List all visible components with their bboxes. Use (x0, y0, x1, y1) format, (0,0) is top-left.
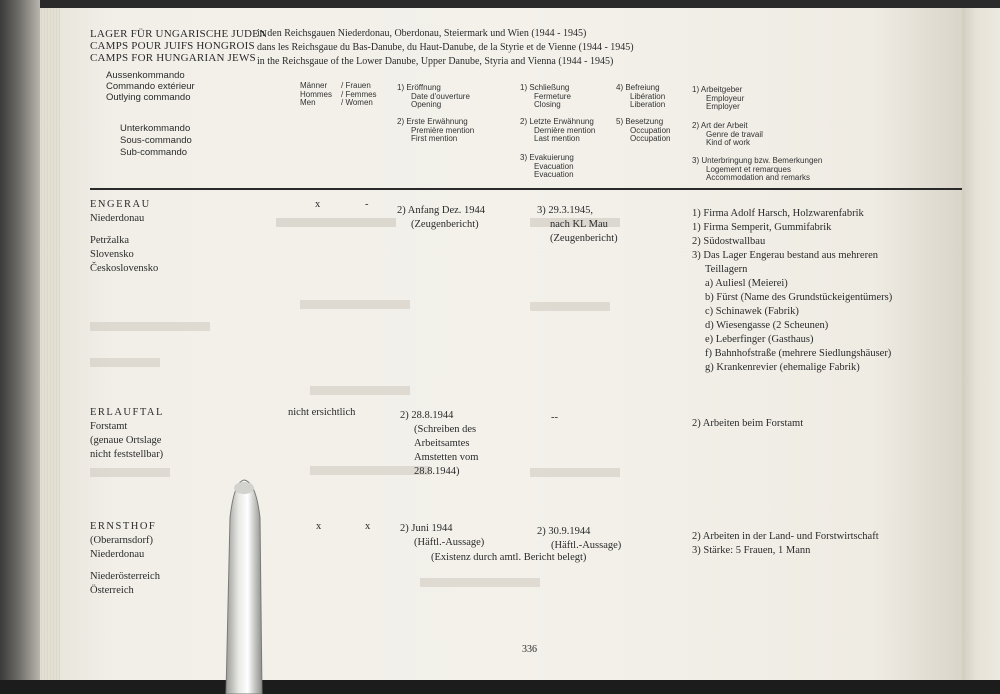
region-de: in den Reichsgauen Niederdonau, Oberdonau, Steiermark und Wien (1944 - 1945) (257, 28, 587, 39)
region-fr: dans les Reichsgaue du Bas-Danube, du Haut-Danube, de la Styrie et de Vienne (1944 - 1945) (257, 42, 634, 53)
legend-men: Männer Hommes Men (300, 81, 333, 107)
title-fr: CAMPS POUR JUIFS HONGROIS (90, 40, 255, 52)
erlauftal-work: 2) Arbeiten beim Forstamt (692, 418, 804, 429)
show-through-mark (530, 468, 620, 477)
entry-erlauftal-location: ERLAUFTAL Forstamt (genaue Ortslage nicht feststellbar) (90, 407, 164, 460)
entry-engerau-location: ENGERAU Niederdonau Petržalka Slovensko Československo (90, 199, 159, 274)
legend-liberation: 4) Befreiung Libération Liberation (616, 83, 666, 109)
ernsthof-opening-note: (Existenz durch amtl. Bericht belegt) (431, 552, 587, 563)
engerau-women: - (365, 199, 369, 210)
legend-first-mention: 2) Erste Erwähnung Première mention First mention (397, 117, 475, 143)
ernsthof-women: x (365, 521, 371, 532)
engerau-work: 1) Firma Adolf Harsch, Holzwarenfabrik 1) Firma Semperit, Gummifabrik 2) Südostwallbau 3) Das Lager Engerau bestand aus mehreren Teillagern a) Auliesl (Meierei) b) Fürst (Name des Grundstückeigentümers) c) Schinawek (Fabrik) d) Wiesengasse (2 Scheunen) e) Leberfinger (Gasthaus) f) Bahnhofstraße (mehrere Siedlungshäuser) g) Krankenrevier (ehemalige Fabrik) (692, 208, 893, 373)
entry-name: ERNSTHOF (90, 521, 157, 532)
title-en: CAMPS FOR HUNGARIAN JEWS (90, 52, 256, 64)
legend-closing: 1) Schließung Fermeture Closing (520, 83, 571, 109)
show-through-mark (310, 386, 410, 395)
title-de: LAGER FÜR UNGARISCHE JUDEN (90, 28, 268, 40)
show-through-mark (90, 322, 210, 331)
legend-opening: 1) Eröffnung Date d'ouverture Opening (397, 83, 470, 109)
book-page (60, 8, 962, 680)
title-block (90, 28, 267, 64)
book-spine (0, 0, 40, 694)
show-through-mark (276, 218, 396, 227)
erlauftal-closing: -- (551, 412, 558, 423)
legend-evacuation: 3) Evakuierung Evacuation Evacuation (520, 153, 574, 179)
facing-page-edge (960, 8, 1000, 680)
entry-name: ERLAUFTAL (90, 407, 164, 418)
ernsthof-work: 2) Arbeiten in der Land- und Forstwirtschaft 3) Stärke: 5 Frauen, 1 Mann (692, 531, 879, 556)
erlauftal-men-women: nicht ersichtlich (288, 407, 356, 418)
legend-occupation: 5) Besetzung Occupation Occupation (616, 117, 671, 143)
legend-kind-of-work: 2) Art der Arbeit Genre de travail Kind of work (692, 121, 763, 147)
entry-name: ENGERAU (90, 199, 151, 210)
erlauftal-opening: 2) 28.8.1944 (Schreiben des Arbeitsamtes Amstetten vom 28.8.1944) (400, 410, 479, 477)
legend-accommodation: 3) Unterbringung bzw. Bemerkungen Logement et remarques Accommodation and remarks (692, 156, 823, 182)
engerau-men: x (315, 199, 321, 210)
legend-aussenkommando: Aussenkommando Commando extérieur Outlying commando (106, 70, 195, 103)
ernsthof-closing: 2) 30.9.1944 (Häftl.-Aussage) (537, 526, 622, 551)
legend-women: / Frauen / Femmes / Women (341, 81, 377, 107)
ernsthof-opening: 2) Juni 1944 (Häftl.-Aussage) (400, 523, 485, 548)
header-rule (90, 188, 962, 190)
region-en: in the Reichsgaue of the Lower Danube, Upper Danube, Styria and Vienna (1944 - 1945) (257, 56, 614, 67)
legend-unterkommando: Unterkommando Sous-commando Sub-commando (120, 123, 192, 158)
ernsthof-men: x (316, 521, 322, 532)
show-through-mark (300, 300, 410, 309)
pen-object (220, 478, 266, 694)
show-through-mark (420, 578, 540, 587)
region-block (257, 27, 634, 69)
page-edges (40, 8, 62, 680)
background-shadow (0, 680, 1000, 694)
engerau-closing: 3) 29.3.1945, nach KL Mau (Zeugenbericht) (537, 205, 618, 244)
show-through-mark (530, 302, 610, 311)
page-number: 336 (522, 644, 537, 655)
legend-employer: 1) Arbeitgeber Employeur Employer (692, 85, 745, 111)
show-through-mark (90, 358, 160, 367)
engerau-opening: 2) Anfang Dez. 1944 (Zeugenbericht) (397, 205, 486, 230)
legend-last-mention: 2) Letzte Erwähnung Dernière mention Last mention (520, 117, 596, 143)
entry-ernsthof-location: ERNSTHOF (Oberarnsdorf) Niederdonau Niederösterreich Österreich (90, 521, 160, 596)
show-through-mark (90, 468, 170, 477)
